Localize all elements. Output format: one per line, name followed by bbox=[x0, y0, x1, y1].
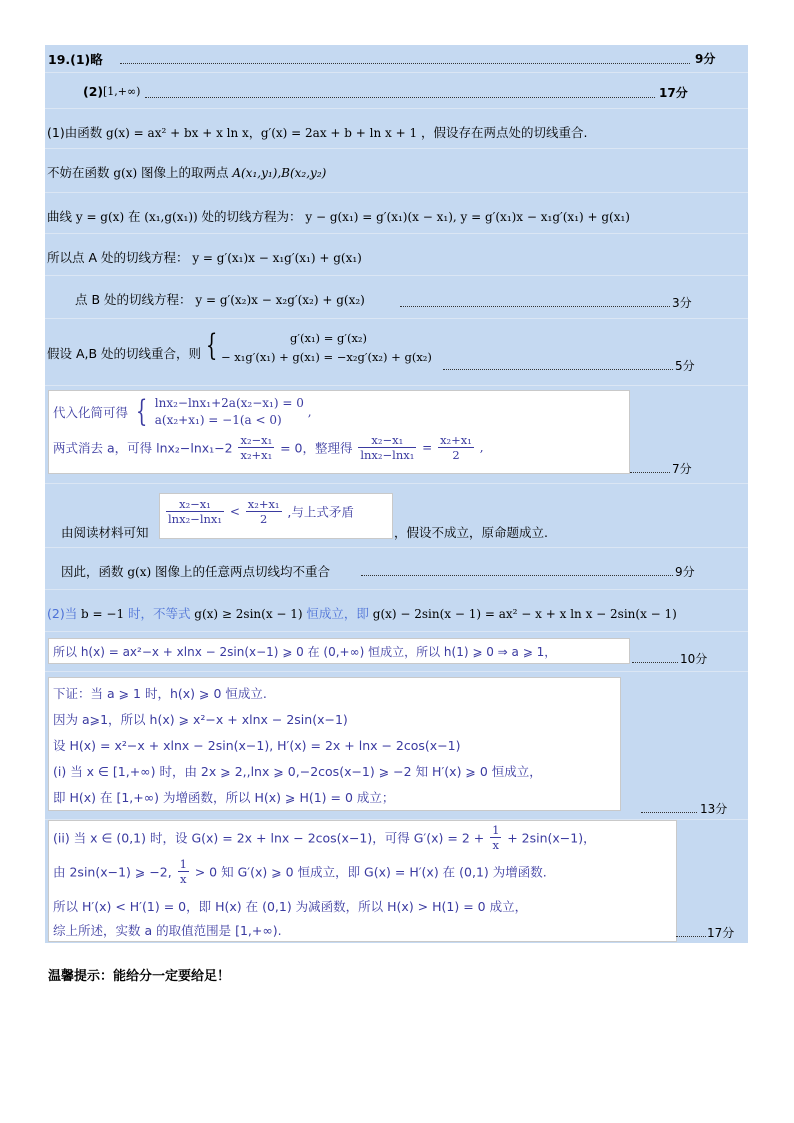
text: 由 2sin(x−1) ⩾ −2, bbox=[53, 864, 172, 880]
solution-row-13 bbox=[45, 819, 748, 944]
text-line bbox=[53, 395, 312, 429]
system-eq-1: lnx₂−lnx₁+2a(x₂−x₁) = 0 bbox=[154, 396, 304, 410]
text: 时，不等式 bbox=[127, 606, 191, 621]
text: (i) 当 x ∈ [1,+∞) 时，由 2x ⩾ 2,,lnx ⩾ 0,−2cos(x−1) ⩾ −2 知 H′(x) ⩾ 0 恒成立， bbox=[53, 764, 542, 779]
text: 因为 a⩾1，所以 h(x) ⩾ x²−x + xlnx − 2sin(x−1) bbox=[53, 712, 348, 727]
solution-line-10 bbox=[45, 589, 748, 632]
fraction bbox=[358, 433, 416, 462]
leader-dots bbox=[630, 472, 670, 473]
system bbox=[155, 395, 304, 429]
formula: g(x) bbox=[113, 166, 138, 180]
derivation-box-1 bbox=[48, 390, 630, 474]
score-3: 3分 bbox=[672, 296, 692, 310]
formula: y = g(x) bbox=[75, 210, 125, 224]
score-q19-1: 9分 bbox=[695, 52, 716, 66]
fraction bbox=[166, 497, 224, 526]
fraction bbox=[438, 433, 474, 462]
text-line bbox=[164, 497, 354, 526]
denominator: 2 bbox=[452, 448, 460, 462]
text: (2)当 bbox=[47, 606, 78, 621]
brace: { bbox=[205, 328, 218, 363]
fraction bbox=[178, 857, 189, 886]
formula: g(x) = ax² + bx + x ln x，g′(x) = 2ax + b + ln x + 1 bbox=[106, 126, 418, 140]
leader-dots bbox=[632, 662, 678, 663]
text: 恒成立，即 bbox=[306, 606, 369, 621]
solution-line-1 bbox=[45, 108, 748, 149]
leader-dots bbox=[443, 369, 673, 370]
text-line bbox=[53, 823, 596, 852]
derivation-box-3 bbox=[48, 677, 621, 811]
leader-dots bbox=[361, 575, 673, 576]
text-line bbox=[47, 123, 587, 141]
system-eq-2: − x₁g′(x₁) + g(x₁) = −x₂g′(x₂) + g(x₂) bbox=[221, 350, 432, 364]
leader-dots bbox=[641, 812, 697, 813]
text: 代入化简可得 bbox=[53, 405, 129, 420]
text: 综上所述，实数 a 的取值范围是 [1,+∞). bbox=[53, 923, 282, 938]
leader-dots bbox=[400, 306, 670, 307]
formula: b = −1 bbox=[81, 607, 125, 621]
text: 图像上的取两点 bbox=[140, 165, 229, 180]
text: 因此，函数 bbox=[61, 564, 124, 579]
numerator: 1 bbox=[492, 823, 500, 837]
header-row-2 bbox=[45, 72, 748, 109]
answer-sheet bbox=[45, 45, 748, 943]
formula: (x₁,g(x₁)) bbox=[144, 210, 198, 224]
numerator: x₂+x₁ bbox=[247, 497, 280, 511]
denominator: x bbox=[492, 838, 499, 852]
leader-dots bbox=[676, 936, 706, 937]
text-line bbox=[53, 433, 484, 462]
derivation-box-4 bbox=[48, 820, 677, 942]
denominator: x₂+x₁ bbox=[240, 448, 273, 462]
score-13: 13分 bbox=[700, 802, 728, 816]
solution-line-6 bbox=[45, 318, 748, 386]
fraction bbox=[246, 497, 282, 526]
solution-line-9 bbox=[45, 547, 748, 590]
solution-line-3 bbox=[45, 192, 748, 234]
solution-row-12 bbox=[45, 671, 748, 820]
score-17: 17分 bbox=[707, 926, 735, 940]
system-eq-2: a(x₂+x₁) = −1(a < 0) bbox=[154, 413, 282, 427]
numerator: 1 bbox=[179, 857, 187, 871]
formula: A(x₁,y₁),B(x₂,y₂) bbox=[232, 166, 327, 180]
denominator: lnx₂−lnx₁ bbox=[168, 512, 222, 526]
formula: y = g′(x₂)x − x₂g′(x₂) + g(x₂) bbox=[195, 293, 365, 307]
text: (ii) 当 x ∈ (0,1) 时，设 G(x) = 2x + lnx − 2cos(x−1)，可得 G′(x) = 2 + bbox=[53, 830, 485, 846]
solution-line-4 bbox=[45, 233, 748, 276]
text: ，假设不成立，原命题成立. bbox=[394, 525, 548, 540]
footer-tip: 温馨提示：能给分一定要给足！ bbox=[48, 969, 231, 984]
numerator: x₂−x₁ bbox=[240, 433, 273, 447]
text: ，假设存在两点处的切线重合. bbox=[420, 125, 588, 140]
derivation-box-2 bbox=[48, 638, 630, 664]
text: 不妨在函数 bbox=[47, 165, 110, 180]
text-line bbox=[47, 163, 326, 181]
text: 处的切线方程为： bbox=[201, 209, 302, 224]
solution-row-8 bbox=[45, 483, 748, 548]
question-label: 19.(1)略 bbox=[48, 52, 103, 67]
text: 由阅读材料可知 bbox=[61, 525, 149, 540]
formula: g(x) bbox=[127, 565, 152, 579]
text: 点 B 处的切线方程： bbox=[75, 292, 192, 307]
text-line bbox=[47, 248, 362, 266]
text: , bbox=[479, 440, 484, 455]
score-7: 7分 bbox=[672, 462, 692, 476]
numerator: x₂−x₁ bbox=[358, 433, 416, 448]
system-eq-1: g′(x₁) = g′(x₂) bbox=[290, 331, 368, 345]
fraction bbox=[490, 823, 501, 852]
solution-line-5 bbox=[45, 275, 748, 319]
text: 设 H(x) = x²−x + xlnx − 2sin(x−1), H′(x) = 2x + lnx − 2cos(x−1) bbox=[53, 738, 461, 753]
text: ,与上式矛盾 bbox=[287, 504, 354, 520]
text-line bbox=[53, 857, 547, 886]
text: 即 H(x) 在 [1,+∞) 为增函数，所以 H(x) ⩾ H(1) = 0 成立； bbox=[53, 790, 395, 805]
text: 假设 A,B 处的切线重合，则 bbox=[47, 346, 202, 361]
leader-dots bbox=[145, 97, 655, 98]
text: 图像上的任意两点切线均不重合 bbox=[154, 564, 330, 579]
leader-dots bbox=[120, 63, 690, 64]
text: = bbox=[422, 440, 433, 455]
score-10: 10分 bbox=[680, 652, 708, 666]
text: > 0 知 G′(x) ⩾ 0 恒成立，即 G(x) = H′(x) 在 (0,1) 为增函数. bbox=[194, 864, 547, 880]
text: 在 bbox=[127, 209, 141, 224]
text: , bbox=[307, 405, 312, 419]
denominator: 2 bbox=[259, 512, 268, 526]
text: 下证：当 a ⩾ 1 时，h(x) ⩾ 0 恒成立. bbox=[53, 686, 267, 701]
fraction bbox=[238, 433, 274, 462]
denominator: x bbox=[179, 872, 187, 886]
numerator: x₂+x₁ bbox=[440, 433, 472, 447]
text-line bbox=[47, 604, 677, 622]
score-q19-2: 17分 bbox=[659, 86, 688, 100]
numerator: x₂−x₁ bbox=[166, 497, 224, 512]
text: (1)由函数 bbox=[47, 125, 103, 140]
score-5: 5分 bbox=[675, 359, 695, 373]
text-line bbox=[75, 290, 365, 308]
text-line bbox=[61, 562, 330, 580]
text: 曲线 bbox=[47, 209, 73, 224]
score-9: 9分 bbox=[675, 565, 695, 579]
text: 所以 H′(x) < H′(1) = 0，即 H(x) 在 (0,1) 为减函数，所以 H(x) > H(1) = 0 成立， bbox=[53, 899, 528, 914]
brace: { bbox=[135, 394, 148, 429]
text: 所以点 A 处的切线方程： bbox=[47, 250, 189, 265]
text: + 2sin(x−1)， bbox=[507, 830, 596, 846]
header-row-1 bbox=[45, 45, 748, 72]
formula: y = g′(x₁)x − x₁g′(x₁) + g(x₁) bbox=[192, 251, 362, 265]
text: 所以 h(x) = ax²−x + xlnx − 2sin(x−1) ⩾ 0 在 (0,+∞) 恒成立，所以 h(1) ⩾ 0 ⇒ a ⩾ 1， bbox=[53, 645, 557, 659]
solution-row-11 bbox=[45, 631, 748, 672]
text-line bbox=[47, 207, 630, 225]
text: < bbox=[229, 504, 240, 519]
formula: y − g(x₁) = g′(x₁)(x − x₁), y = g′(x₁)x − x₁g′(x₁) + g(x₁) bbox=[305, 210, 630, 224]
text: = 0，整理得 bbox=[280, 440, 353, 456]
solution-line-2 bbox=[45, 148, 748, 193]
text: 两式消去 a，可得 lnx₂−lnx₁−2 bbox=[53, 440, 233, 456]
part2-answer: [1,+∞) bbox=[103, 85, 141, 98]
formula: g(x) ≥ 2sin(x − 1) bbox=[194, 607, 303, 621]
denominator: lnx₂−lnx₁ bbox=[360, 448, 415, 462]
formula: g(x) − 2sin(x − 1) = ax² − x + x ln x − 2sin(x − 1) bbox=[372, 607, 677, 621]
inequality-box bbox=[159, 493, 393, 539]
part2-label: (2) bbox=[83, 84, 104, 99]
solution-row-7 bbox=[45, 385, 748, 484]
